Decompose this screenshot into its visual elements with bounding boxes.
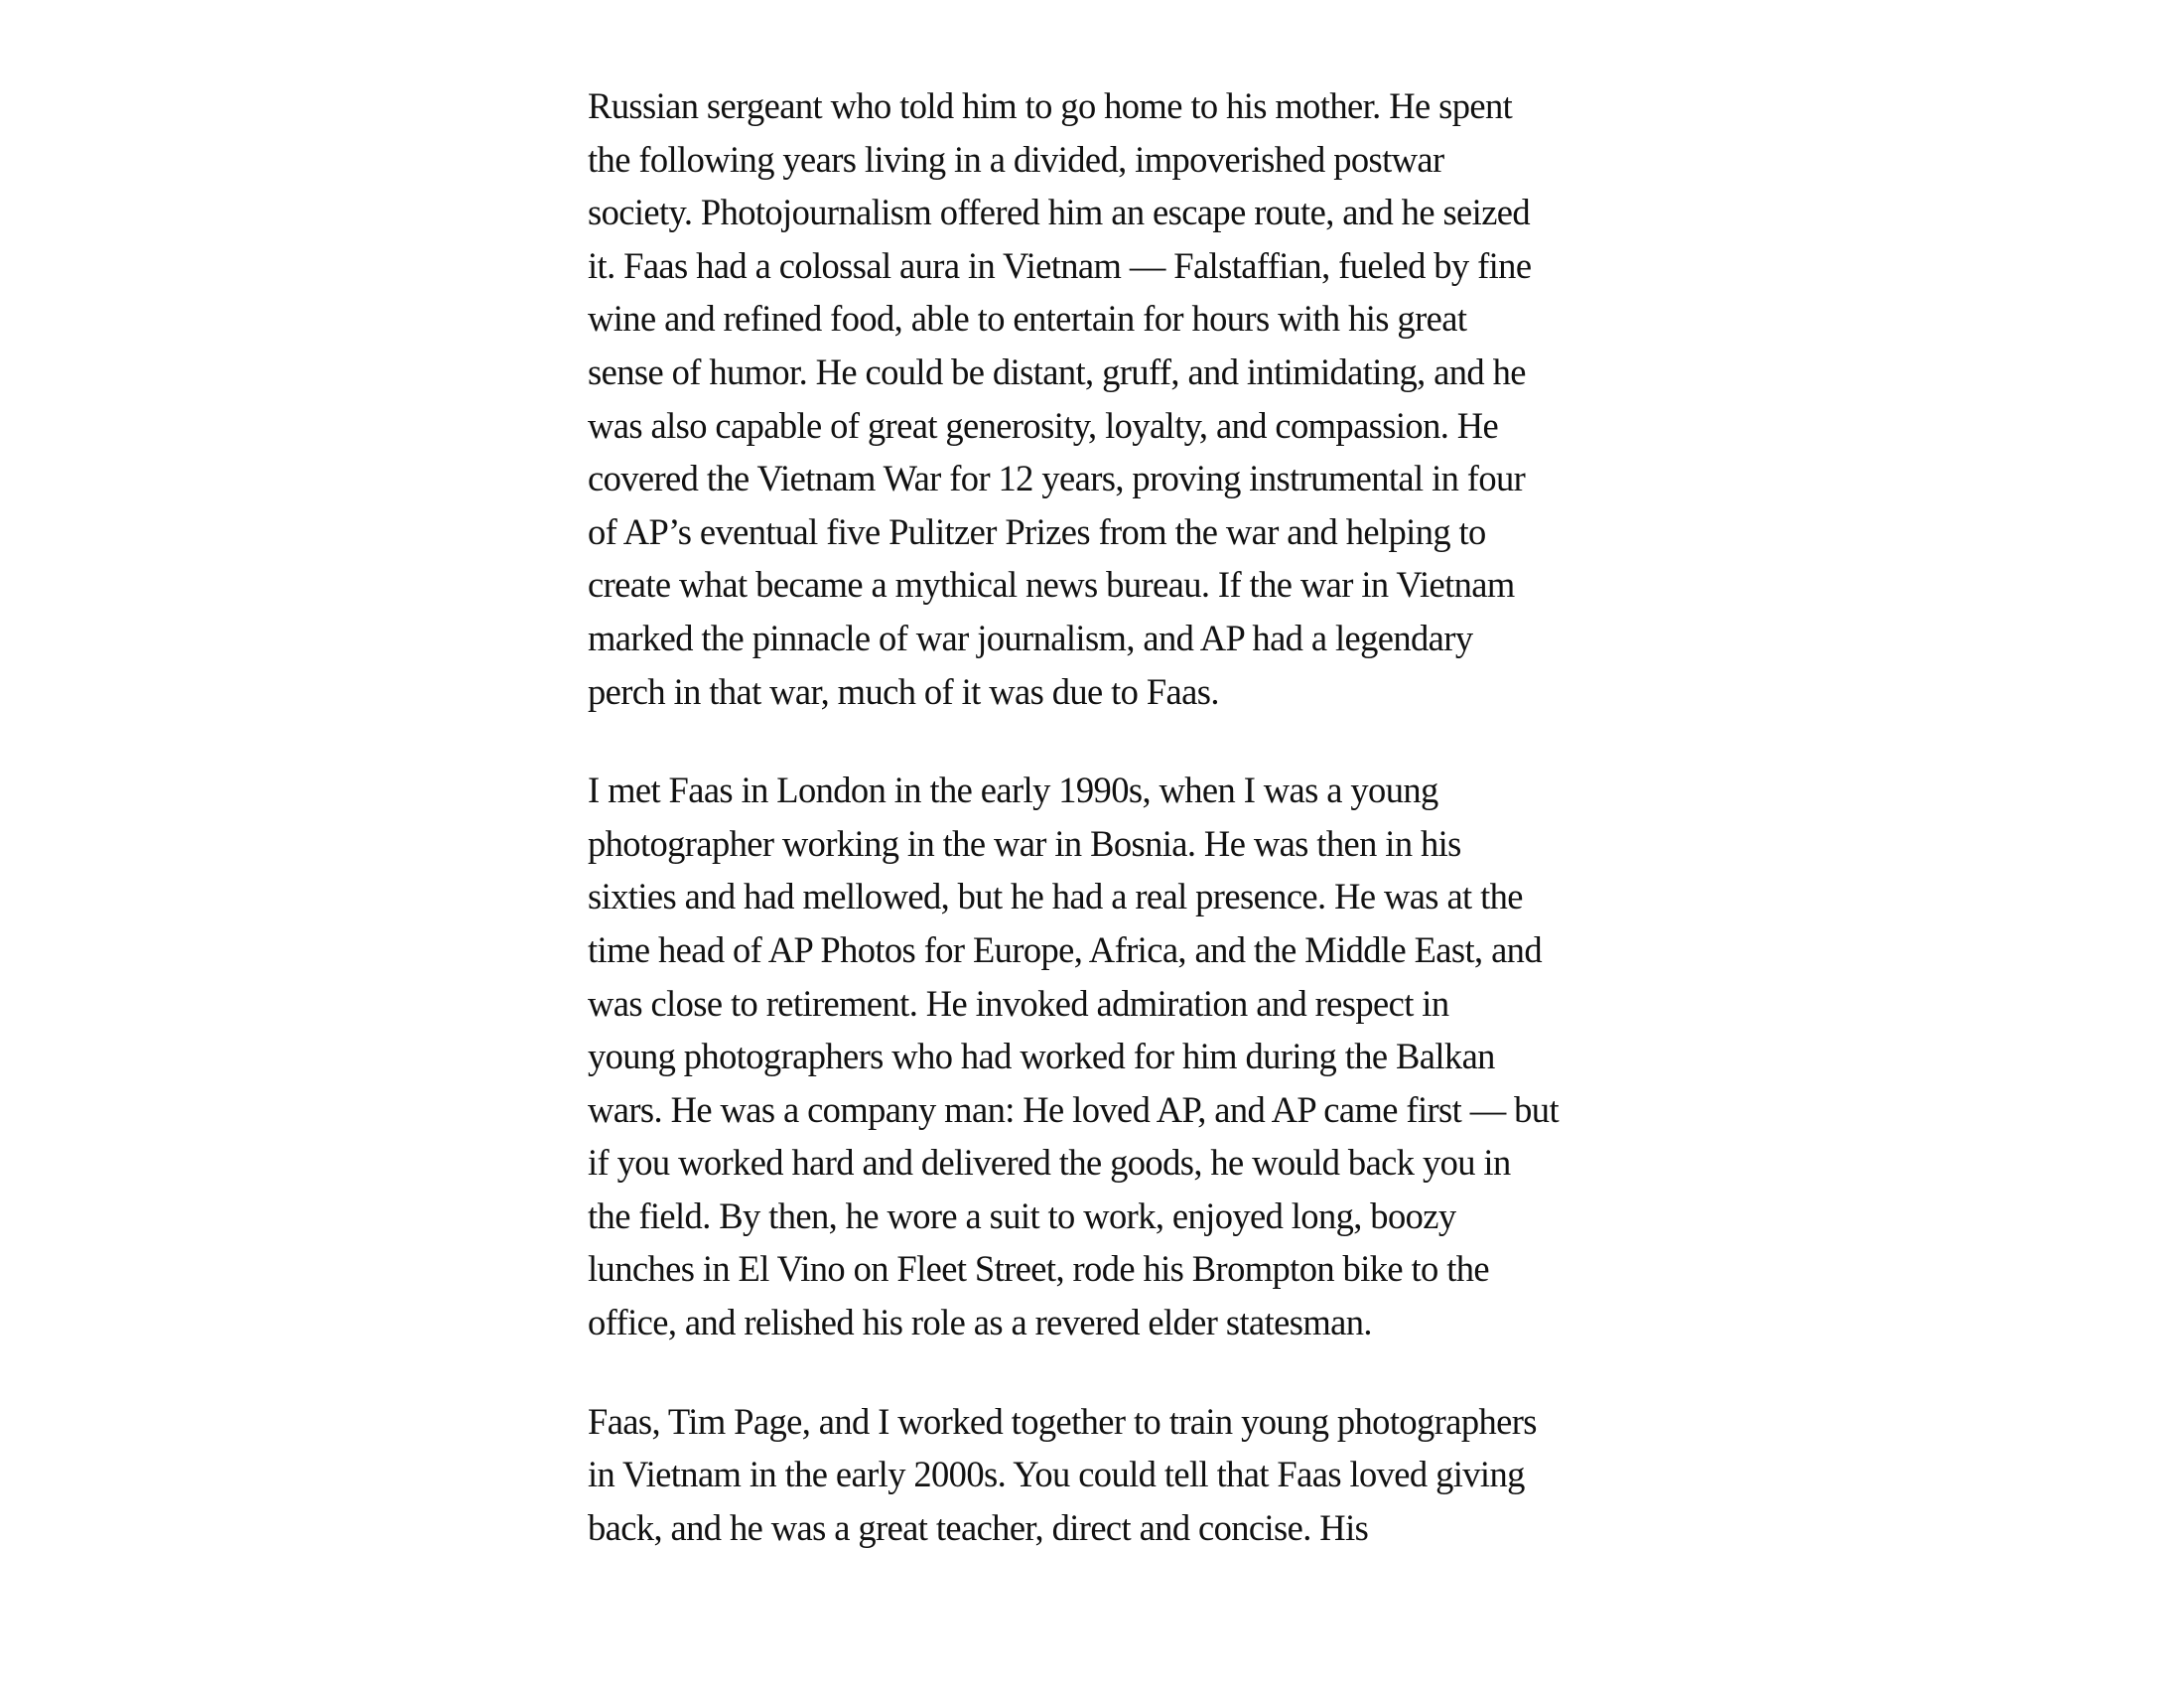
text-line: covered the Vietnam War for 12 years, proving instrumental in four [588, 458, 1526, 499]
text-line: back, and he was a great teacher, direct and concise. His [588, 1506, 1369, 1548]
text-line: in Vietnam in the early 2000s. You could tell that Faas loved giving [588, 1454, 1525, 1495]
text-line: create what became a mythical news bureau. If the war in Vietnam [588, 564, 1515, 606]
text-line: young photographers who had worked for him during the Balkan [588, 1036, 1495, 1077]
body-text [588, 79, 1640, 1600]
text-line: Russian sergeant who told him to go home to his mother. He spent [588, 85, 1513, 126]
paragraph-2 [588, 764, 1640, 1349]
text-line: sense of humor. He could be distant, gruff, and intimidating, and he [588, 351, 1526, 392]
paragraph-1 [588, 79, 1640, 718]
text-line: if you worked hard and delivered the goods, he would back you in [588, 1142, 1511, 1184]
text-line: office, and relished his role as a revered elder statesman. [588, 1302, 1372, 1343]
text-line: time head of AP Photos for Europe, Africa, and the Middle East, and [588, 928, 1542, 970]
text-line: was also capable of great generosity, loyalty, and compassion. He [588, 404, 1499, 446]
text-line: of AP’s eventual five Pulitzer Prizes from the war and helping to [588, 510, 1486, 552]
text-line: it. Faas had a colossal aura in Vietnam — Falstaffian, fueled by fine [588, 244, 1532, 286]
text-line: the field. By then, he wore a suit to work, enjoyed long, boozy [588, 1195, 1456, 1236]
text-line: Faas, Tim Page, and I worked together to train young photographers [588, 1400, 1537, 1442]
text-line: sixties and had mellowed, but he had a real presence. He was at the [588, 876, 1523, 917]
text-line: was close to retirement. He invoked admiration and respect in [588, 982, 1449, 1024]
text-line: wars. He was a company man: He loved AP, and AP came first — but [588, 1088, 1559, 1130]
text-line: wine and refined food, able to entertain for hours with his great [588, 298, 1467, 340]
text-line: society. Photojournalism offered him an escape route, and he seized [588, 192, 1531, 233]
text-line: photographer working in the war in Bosnia. He was then in his [588, 822, 1461, 864]
text-line: I met Faas in London in the early 1990s, when I was a young [588, 770, 1438, 811]
text-line: the following years living in a divided, impoverished postwar [588, 138, 1444, 180]
paragraph-3 [588, 1395, 1640, 1555]
text-line: marked the pinnacle of war journalism, and AP had a legendary [588, 617, 1473, 658]
text-line: lunches in El Vino on Fleet Street, rode his Brompton bike to the [588, 1248, 1490, 1290]
text-line: perch in that war, much of it was due to Faas. [588, 670, 1219, 712]
